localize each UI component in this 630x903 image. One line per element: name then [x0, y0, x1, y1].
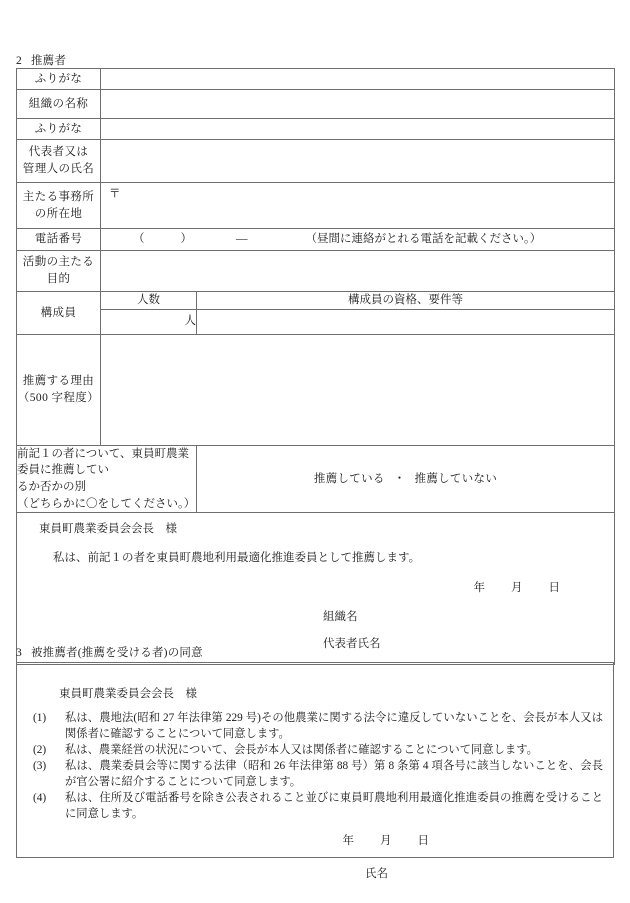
consent-item-text: 私は、農業経営の状況について、会長が本人又は関係者に確認することについて同意します。	[65, 744, 538, 757]
input-telephone[interactable]	[101, 229, 615, 251]
statement-block	[17, 513, 615, 665]
input-furigana-1[interactable]	[101, 69, 615, 90]
telephone-note: （昼間に連絡がとれる電話を記載ください。）	[305, 233, 542, 246]
section-3-title: 被推薦者(推薦を受ける者)の同意	[30, 647, 203, 659]
section-2-title: 推薦者	[30, 55, 67, 67]
statement-addressee: 東員町農業委員会会長 様	[39, 523, 177, 536]
postal-code-mark: 〒	[109, 188, 121, 200]
label-furigana-1: ふりがな	[17, 69, 101, 90]
list-item	[33, 742, 603, 758]
statement-body: 私は、前記１の者を東員町農地利用最適化推進委員として推薦します。	[53, 551, 421, 564]
statement-day-label: 日	[548, 582, 561, 595]
consent-box	[16, 662, 614, 881]
table-row-org-name	[17, 90, 615, 119]
table-row-prior-recommendation	[17, 445, 615, 513]
input-members-count[interactable]	[101, 309, 197, 334]
label-reason-line-1: 推薦する理由	[22, 375, 95, 387]
consent-dateline[interactable]	[17, 832, 613, 848]
consent-item-text: 私は、住所及び電話番号を除き公表されること並びに東員町農地利用最適化推進委員の推薦を受けることに同意します。	[65, 792, 603, 821]
statement-dateline[interactable]	[17, 583, 614, 595]
members-count-unit: 人	[184, 315, 196, 328]
table-row-statement	[17, 513, 615, 665]
table-row-reason	[17, 334, 615, 445]
table-row-rep-name	[17, 140, 615, 183]
label-prior-line-3: （どちらかに〇をしてください。）	[17, 497, 196, 510]
consent-addressee: 東員町農業委員会会長 様	[59, 688, 197, 700]
section-3-number: 3	[16, 647, 22, 659]
label-activity-purpose-line-1: 活動の主たる	[22, 256, 95, 269]
table-row-furigana-2	[17, 119, 615, 140]
label-activity-purpose-line-2: 目的	[46, 273, 71, 285]
section-2-heading	[16, 52, 66, 68]
list-item	[33, 710, 603, 742]
label-telephone: 電話番号	[17, 229, 101, 251]
label-rep-name-line-1: 代表者又は	[28, 146, 89, 159]
consent-item-marker: (2)	[33, 744, 47, 757]
consent-item-marker: (4)	[33, 792, 47, 805]
consent-item-marker: (1)	[33, 712, 47, 724]
table-row-furigana-1	[17, 69, 615, 90]
consent-item-text: 私は、農地法(昭和 27 年法律第 229 号)その他農業に関する法令に違反していないことを、会長が本人又は関係者に確認することについて同意します。	[65, 712, 603, 741]
statement-month-label: 月	[511, 582, 523, 595]
table-row-office-address	[17, 183, 615, 229]
input-rep-name[interactable]	[101, 140, 615, 183]
input-reason[interactable]	[101, 334, 615, 445]
telephone-area-parens: （ ）	[133, 233, 202, 246]
header-members-count: 人数	[101, 292, 197, 310]
consent-item-list	[17, 710, 613, 822]
label-office-address-line-2: の所在地	[34, 207, 83, 220]
consent-day-label: 日	[417, 835, 429, 848]
choice-option-no[interactable]: 推薦していない	[414, 472, 498, 485]
label-reason-line-2: （500 字程度）	[17, 391, 100, 404]
telephone-dash: —	[236, 233, 248, 246]
list-item	[33, 758, 603, 790]
label-rep-name-line-2: 管理人の氏名	[22, 163, 95, 175]
table-row-telephone	[17, 229, 615, 251]
list-item	[33, 790, 603, 822]
label-prior-line-1: 前記１の者について、東員町農業委員に推薦してい	[17, 447, 190, 477]
label-office-address-line-1: 主たる事務所	[22, 190, 95, 203]
consent-item-marker: (3)	[33, 760, 47, 773]
input-activity-purpose[interactable]	[101, 251, 615, 292]
table-row-activity-purpose	[17, 251, 615, 292]
header-members-qualification: 構成員の資格、要件等	[197, 292, 615, 310]
label-reason	[17, 334, 101, 445]
label-rep-name	[17, 140, 101, 183]
input-members-qualification[interactable]	[197, 309, 615, 334]
section-2-number: 2	[16, 55, 22, 67]
statement-rep-name-label[interactable]: 代表者氏名	[323, 638, 381, 651]
label-prior-line-2: るか否かの別	[17, 481, 86, 494]
choice-prior-recommendation[interactable]	[197, 445, 615, 513]
table-row-members-header	[17, 292, 615, 310]
input-furigana-2[interactable]	[101, 119, 615, 140]
label-furigana-2: ふりがな	[17, 119, 101, 140]
label-prior-recommendation	[17, 445, 197, 513]
statement-org-name-label[interactable]: 組織名	[323, 610, 358, 623]
section-3-heading	[16, 644, 203, 660]
input-org-name[interactable]	[101, 90, 615, 119]
statement-year-label: 年	[473, 582, 486, 595]
choice-separator: ・	[393, 472, 406, 485]
label-org-name: 組織の名称	[17, 90, 101, 119]
consent-month-label: 月	[380, 835, 392, 848]
table-row-members-value	[17, 309, 615, 334]
consent-year-label: 年	[342, 835, 354, 848]
input-office-address[interactable]	[101, 183, 615, 229]
choice-option-yes[interactable]: 推薦している	[313, 472, 385, 485]
recommender-form-table	[16, 68, 615, 665]
consent-name-label[interactable]: 氏名	[365, 868, 388, 881]
label-activity-purpose	[17, 251, 101, 292]
consent-item-text: 私は、農業委員会等に関する法律（昭和 26 年法律第 88 号）第 8 条第 4 項各号に該当しないことを、会長が官公署に紹介することについて同意します。	[65, 760, 603, 789]
label-office-address	[17, 183, 101, 229]
label-members: 構成員	[17, 292, 101, 335]
